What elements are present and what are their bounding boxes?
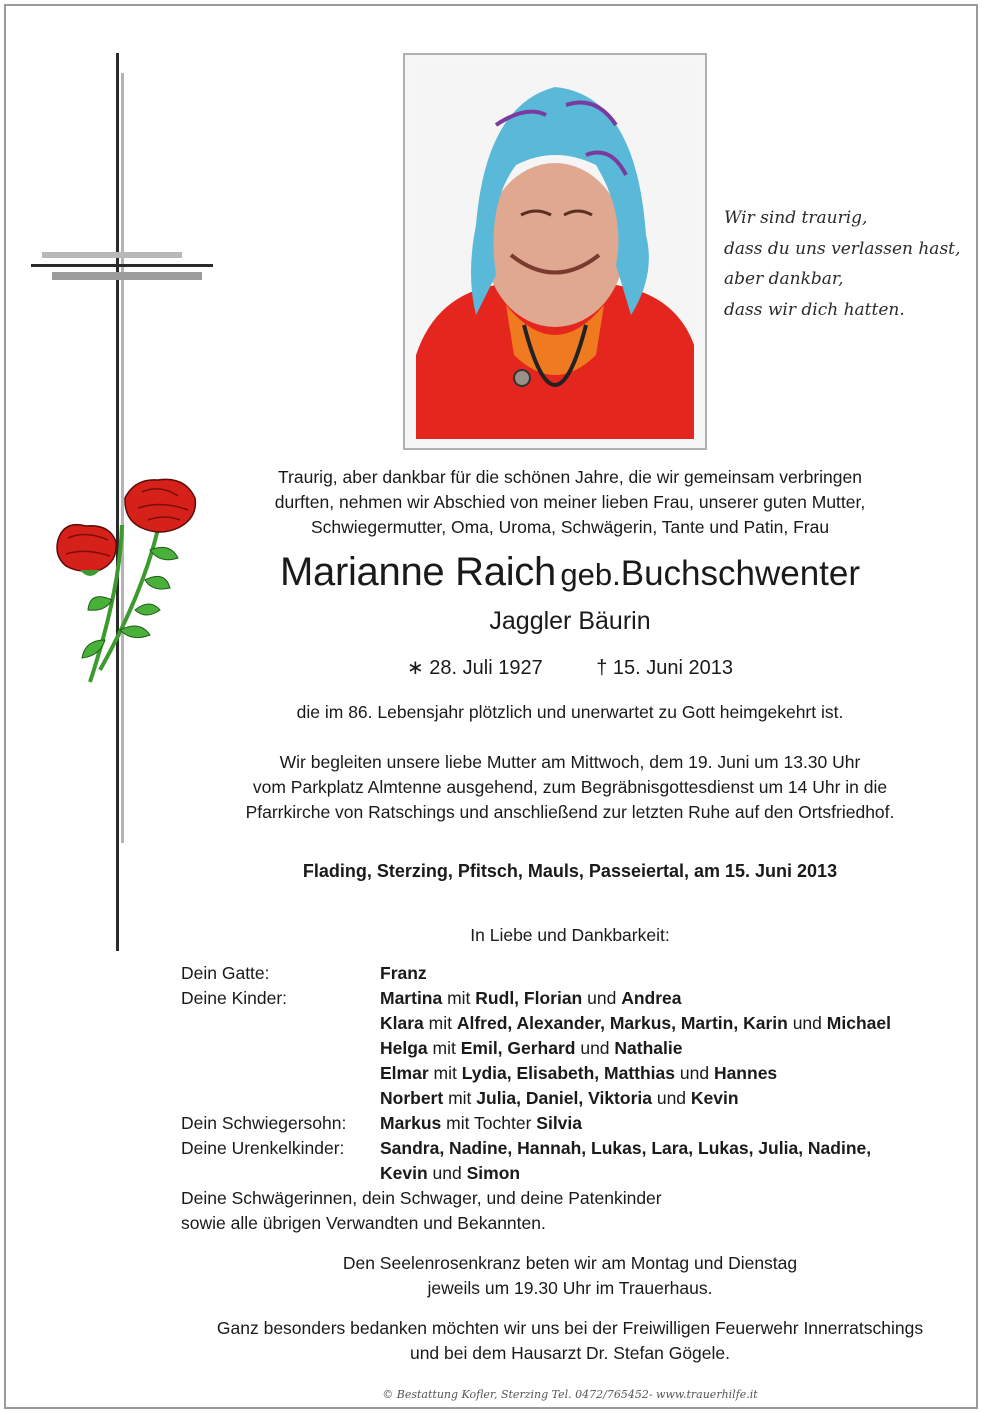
family-names: Norbert mit Julia, Daniel, Viktoria und Kevin <box>380 1088 739 1108</box>
funeral-line: Pfarrkirche von Ratschings und anschließend zur letzten Ruhe auf den Ortsfriedhof. <box>245 802 895 822</box>
place-date: Flading, Sterzing, Pfitsch, Mauls, Passeiertal, am 15. Juni 2013 <box>302 861 838 881</box>
family-label: Deine Urenkelkinder: <box>181 1138 345 1158</box>
thanks-line: und bei dem Hausarzt Dr. Stefan Gögele. <box>409 1343 731 1363</box>
family-row <box>181 1036 971 1061</box>
thanks-line: Ganz besonders bedanken möchten wir uns bei der Freiwilligen Feuerwehr Innerratschings <box>216 1318 924 1338</box>
thanks-text <box>150 1316 982 1366</box>
rosary-line: Den Seelenrosenkranz beten wir am Montag und Dienstag <box>342 1253 798 1273</box>
funeral-info <box>150 750 982 825</box>
family-row <box>181 986 971 1011</box>
family-row <box>181 1161 971 1186</box>
family-names: Markus mit Tochter Silvia <box>380 1113 583 1133</box>
farm-title: Jaggler Bäurin <box>489 607 651 635</box>
full-name: Marianne Raich <box>279 550 556 594</box>
family-names: Kevin und Simon <box>380 1163 521 1183</box>
family-label: Dein Gatte: <box>181 963 270 983</box>
poem-line: dass du uns verlassen hast, <box>724 238 961 259</box>
poem-line: dass wir dich hatten. <box>724 299 905 320</box>
family-row <box>181 1136 971 1161</box>
family-names: Helga mit Emil, Gerhard und Nathalie <box>380 1038 683 1058</box>
love-line: In Liebe und Dankbarkeit: <box>470 925 670 945</box>
age-line: die im 86. Lebensjahr plötzlich und unerwartet zu Gott heimgekehrt ist. <box>296 702 844 722</box>
intro-text <box>150 465 982 540</box>
intro-line: Traurig, aber dankbar für die schönen Jahre, die wir gemeinsam verbringen <box>278 467 862 487</box>
family-row <box>181 1211 971 1236</box>
family-row <box>181 1011 971 1036</box>
family-label: Dein Schwiegersohn: <box>181 1113 347 1133</box>
poem-line: aber dankbar, <box>724 269 844 289</box>
poem-line: Wir sind traurig, <box>724 208 868 228</box>
life-dates <box>300 655 840 680</box>
family-names: Sandra, Nadine, Hannah, Lukas, Lara, Lukas, Julia, Nadine, <box>380 1138 872 1158</box>
death-date: † 15. Juni 2013 <box>596 657 734 679</box>
intro-line: durften, nehmen wir Abschied von meiner lieben Frau, unserer guten Mutter, <box>274 492 866 512</box>
family-row <box>181 1111 971 1136</box>
family-others: sowie alle übrigen Verwandten und Bekannten. <box>181 1213 546 1233</box>
geb-label: geb. <box>560 557 621 592</box>
family-row <box>181 1061 971 1086</box>
family-label: Deine Kinder: <box>181 988 288 1008</box>
family-names: Klara mit Alfred, Alexander, Markus, Martin, Karin und Michael <box>380 1013 891 1033</box>
portrait-frame <box>403 53 707 450</box>
funeral-line: Wir begleiten unsere liebe Mutter am Mittwoch, dem 19. Juni um 13.30 Uhr <box>279 752 861 772</box>
rosary-info <box>150 1251 982 1301</box>
family-names: Franz <box>380 963 427 983</box>
birth-date: ∗ 28. Juli 1927 <box>406 657 543 679</box>
rosary-line: jeweils um 19.30 Uhr im Trauerhaus. <box>427 1278 713 1298</box>
family-row <box>181 1086 971 1111</box>
family-names: Martina mit Rudl, Florian und Andrea <box>380 988 682 1008</box>
funeral-line: vom Parkplatz Almtenne ausgehend, zum Begräbnisgottesdienst um 14 Uhr in die <box>252 777 888 797</box>
family-names: Elmar mit Lydia, Elisabeth, Matthias und Hannes <box>380 1063 778 1083</box>
footer-credit: © Bestattung Kofler, Sterzing Tel. 0472/765452- www.trauerhilfe.it <box>382 1388 758 1401</box>
portrait-photo <box>416 65 694 439</box>
poem <box>724 203 974 325</box>
family-list <box>181 961 971 1236</box>
maiden-name: Buchschwenter <box>620 554 861 593</box>
intro-line: Schwiegermutter, Oma, Uroma, Schwägerin, Tante und Patin, Frau <box>310 517 830 537</box>
family-others: Deine Schwägerinnen, dein Schwager, und deine Patenkinder <box>181 1188 662 1208</box>
deceased-name <box>200 550 940 595</box>
family-row <box>181 961 971 986</box>
family-row <box>181 1186 971 1211</box>
